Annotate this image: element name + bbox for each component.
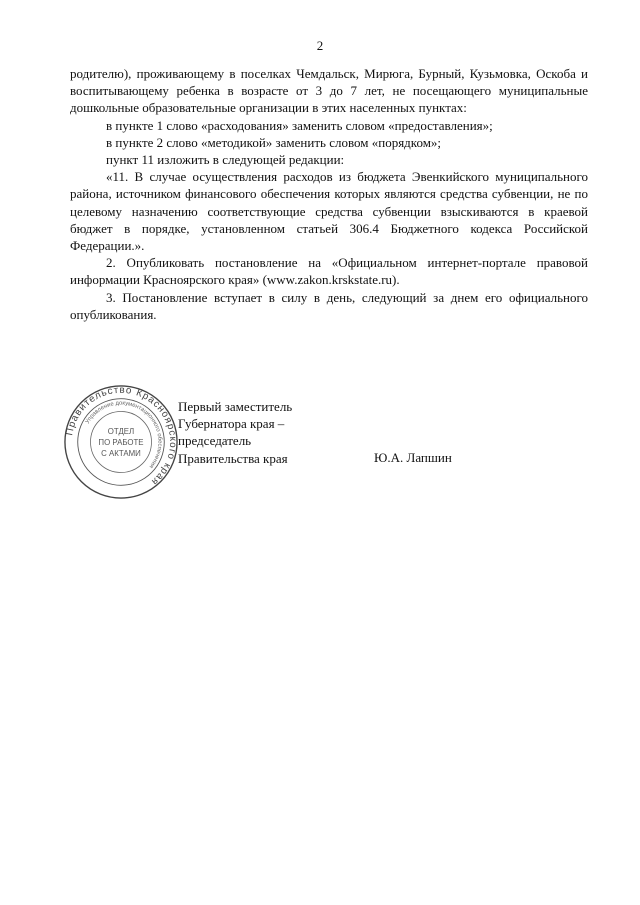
signatory-title-line-4: Правительства края xyxy=(178,450,288,466)
signatory-title-line-3: председатель xyxy=(178,433,252,449)
official-stamp xyxy=(62,383,180,501)
signatory-title-line-2: Губернатора края – xyxy=(178,416,285,432)
page-number: 2 xyxy=(316,38,324,53)
paragraph-amendment-1: в пункте 1 слово «расходования» заменить словом «предоставления»; xyxy=(106,117,493,133)
stamp-inner-text: Управление документационного обеспечения xyxy=(84,400,163,470)
paragraph-amendment-3: пункт 11 изложить в следующей редакции: xyxy=(106,152,345,168)
signatory-title xyxy=(178,398,292,467)
signatory-title-line-1: Первый заместитель xyxy=(178,399,293,414)
document-body xyxy=(70,65,588,323)
stamp-outer-text: Правительство Красноярского края xyxy=(64,384,179,488)
signatory-name: Ю.А. Лапшин xyxy=(374,450,452,465)
paragraph-intro: родителю), проживающему в поселках Чемдальск, Мирюга, Бурный, Кузьмовка, Оскоба и воспитывающему ребенка в возрасте от 3 до 7 лет, не посещающего муниципальные дошкольные образовательные организации в этих населенных пунктах: xyxy=(70,66,588,116)
paragraph-amendment-2: в пункте 2 слово «методикой» заменить словом «порядком»; xyxy=(106,134,442,150)
stamp-center-line-1: ОТДЕЛ xyxy=(107,427,135,437)
paragraph-effective: 3. Постановление вступает в силу в день, следующий за днем его официального опубликования. xyxy=(70,289,588,322)
stamp-center-line-2: ПО РАБОТЕ xyxy=(98,437,144,447)
paragraph-clause-11: «11. В случае осуществления расходов из бюджета Эвенкийского муниципального района, источником финансового обеспечения которых являются средства субвенции, не по целевому назначению соответствующие средства субвенции взыскиваются в краевой бюджет в порядке, установленном статьей 306.4 Бюджетного кодекса Российской Федерации.». xyxy=(70,169,588,254)
stamp-center-line-3: С АКТАМИ xyxy=(101,448,141,458)
paragraph-publish: 2. Опубликовать постановление на «Официальном интернет-портале правовой информации Красноярского края» (www.zakon.krskstate.ru). xyxy=(70,255,588,288)
